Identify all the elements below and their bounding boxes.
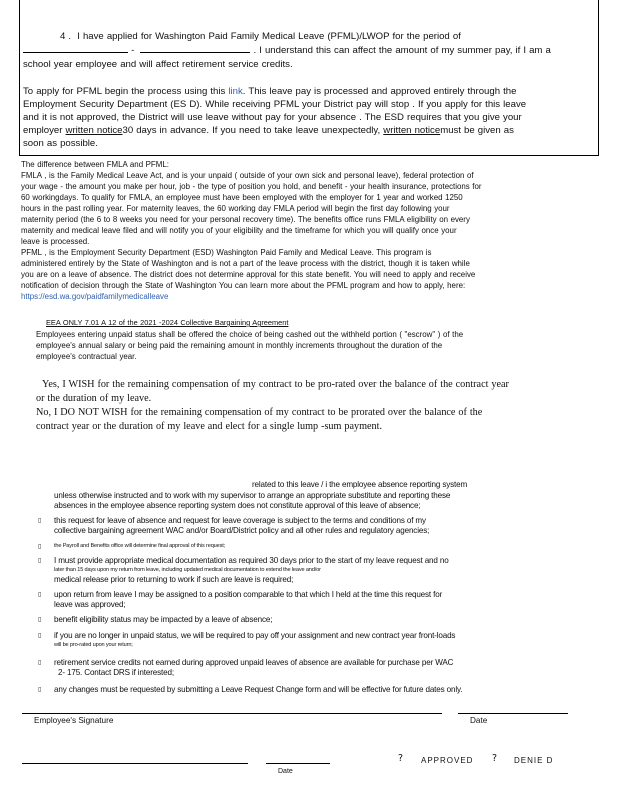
pfml-line: administered entirely by the State of Washington and is not a part of the leave process with the district, though it is taken while <box>21 259 470 268</box>
fmla-line: FMLA , is the Family Medical Leave Act, and is your unpaid ( outside of your own sick and personal leave), federal protection of <box>21 171 474 180</box>
employee-signature-label: Employee's Signature <box>34 716 114 725</box>
fmla-line: leave is processed. <box>21 237 90 246</box>
eea-line2: employee's annual salary or being paid the remaining amount in monthly increments throughout the duration of the <box>36 341 443 350</box>
approver-signature-line[interactable] <box>22 763 248 764</box>
denied-label: DENIE D <box>514 756 554 765</box>
ack-item: this request for leave of absence and request for leave coverage is subject to the terms and conditions of my collective bargaining agreement WAC and/or Board/District policy and all other rules and regulatory agencies; <box>54 516 430 536</box>
approved-label: APPROVED <box>421 756 474 765</box>
end-date-field[interactable] <box>140 44 250 53</box>
bullet-icon: ▯ <box>38 518 42 524</box>
denied-checkbox[interactable]: ? <box>492 753 498 764</box>
bullet-icon: ▯ <box>38 633 42 639</box>
ack-intro-line3: absences in the employee absence reporting system does not constitute approval of this leave of absence; <box>54 501 421 510</box>
ack-item: the Payroll and Benefits office will determine final approval of this request; <box>54 543 226 549</box>
no-option[interactable]: No, I DO NOT WISH for the remaining compensation of my contract to be prorated over the balance of the <box>36 407 483 418</box>
ack-item: benefit eligibility status may be impacted by a leave of absence; <box>54 615 273 624</box>
fmla-line: hours in the past rolling year. For maternity leaves, the 60 working day FMLA period will begin the first day following your <box>21 204 450 213</box>
apply-line4: employer written notice30 days in advance. If you need to take leave unexpectedly, written noticemust be given as <box>23 125 514 136</box>
eea-line3: employee's contractual year. <box>36 352 137 361</box>
pfml-url-link[interactable]: https://esd.wa.gov/paidfamilymedicalleave <box>21 292 169 301</box>
ack-item: retirement service credits not earned during approved unpaid leaves of absence are available for purchase per WAC 2- 175. Contact DRS if interested; <box>54 658 454 678</box>
bullet-icon: ▯ <box>38 660 42 666</box>
bullet-icon: ▯ <box>38 687 42 693</box>
ack-item: I must provide appropriate medical documentation as required 30 days prior to the start of my leave request and no later than 15 days upon my return from leave, including updated medical documentation to extend the leave and/or medical release prior to returning to work if such are leave is required; <box>54 556 449 585</box>
employee-date-label: Date <box>470 716 488 725</box>
fmla-line: maternity period (the 6 to 8 weeks you need for your personal recovery time). The benefits office runs FMLA eligibility on every <box>21 215 470 224</box>
ack-intro-line2: unless otherwise instructed and to work with my supervisor to arrange an appropriate substitute and reporting these <box>54 491 451 500</box>
no-option-line2: contract year or the duration of my leave and elect for a single lump -sum payment. <box>36 421 383 432</box>
apply-line3: and it is not approved, the District will use leave without pay for your absence . The ESD requires that you give your <box>23 112 522 123</box>
approver-date-line[interactable] <box>266 763 330 764</box>
pfml-line: PFML , is the Employment Security Department (ESD) Washington Paid Family and Medical Leave. This program is <box>21 248 432 257</box>
yes-option-line2: or the duration of my leave. <box>36 393 152 404</box>
ack-item: if you are no longer in unpaid status, we will be required to pay off your assignment and new contract year front-loads will be pro-rated upon your return; <box>54 631 456 649</box>
eea-heading: EEA ONLY 7.01 A 12 of the 2021 -2024 Collective Bargaining Agreement <box>46 318 289 327</box>
approved-checkbox[interactable]: ? <box>398 753 404 764</box>
leave-request-line3: school year employee and will affect retirement service credits. <box>23 59 293 70</box>
bullet-icon: ▯ <box>38 558 42 564</box>
ack-item: upon return from leave I may be assigned to a position comparable to that which I held at the time this request for leave was approved; <box>54 590 443 610</box>
leave-request-line2: - . I understand this can affect the amount of my summer pay, if I am a <box>23 44 551 58</box>
employee-signature-line[interactable] <box>22 713 442 714</box>
start-date-field[interactable] <box>23 44 128 53</box>
fmla-line: 60 workingdays. To qualify for FMLA, an employee must have been employed with the employer for 1 year and worked 1250 <box>21 193 463 202</box>
fmla-heading: The difference between FMLA and PFML: <box>21 160 169 169</box>
bullet-icon: ▯ <box>38 592 42 598</box>
eea-line1: Employees entering unpaid status shall be offered the choice of being cashed out the withheld portion ( "escrow" ) of the <box>36 330 464 339</box>
bullet-icon: ▯ <box>38 617 42 623</box>
apply-line1: To apply for PFML begin the process using this link. This leave pay is processed and approved entirely through the <box>23 86 517 97</box>
pfml-link[interactable]: link <box>228 86 243 97</box>
ack-item: any changes must be requested by submitting a Leave Request Change form and will be effective for future dates only. <box>54 685 463 694</box>
ack-intro-line1: related to this leave / i the employee absence reporting system <box>252 480 468 489</box>
employee-date-line[interactable] <box>458 713 568 714</box>
yes-option[interactable]: Yes, I WISH for the remaining compensation of my contract to be pro-rated over the balance of the contract year <box>42 379 509 390</box>
fmla-line: maternity and medical leave filed and will notify you of your eligibility and the timeframe for which you will qualify once your <box>21 226 457 235</box>
fmla-line: your wage - the amount you make per hour, job - the type of position you hold, and benefit - your health insurance, protections for <box>21 182 482 191</box>
apply-line2: Employment Security Department (ES D). While receiving PFML your District pay will stop . If you apply for this leave <box>23 99 527 110</box>
apply-line5: soon as possible. <box>23 138 98 149</box>
bullet-icon: ▯ <box>38 544 42 550</box>
pfml-line: notification of decision through the State of Washington You can learn more about the PFML program and how to apply, here: <box>21 281 466 290</box>
pfml-line: you are on a leave of absence. The district does not determine approval for this state benefit. You will need to apply and receive <box>21 270 476 279</box>
leave-request-line1: 4 . I have applied for Washington Paid Family Medical Leave (PFML)/LWOP for the period of <box>60 31 461 42</box>
approver-date-label: Date <box>278 768 293 775</box>
